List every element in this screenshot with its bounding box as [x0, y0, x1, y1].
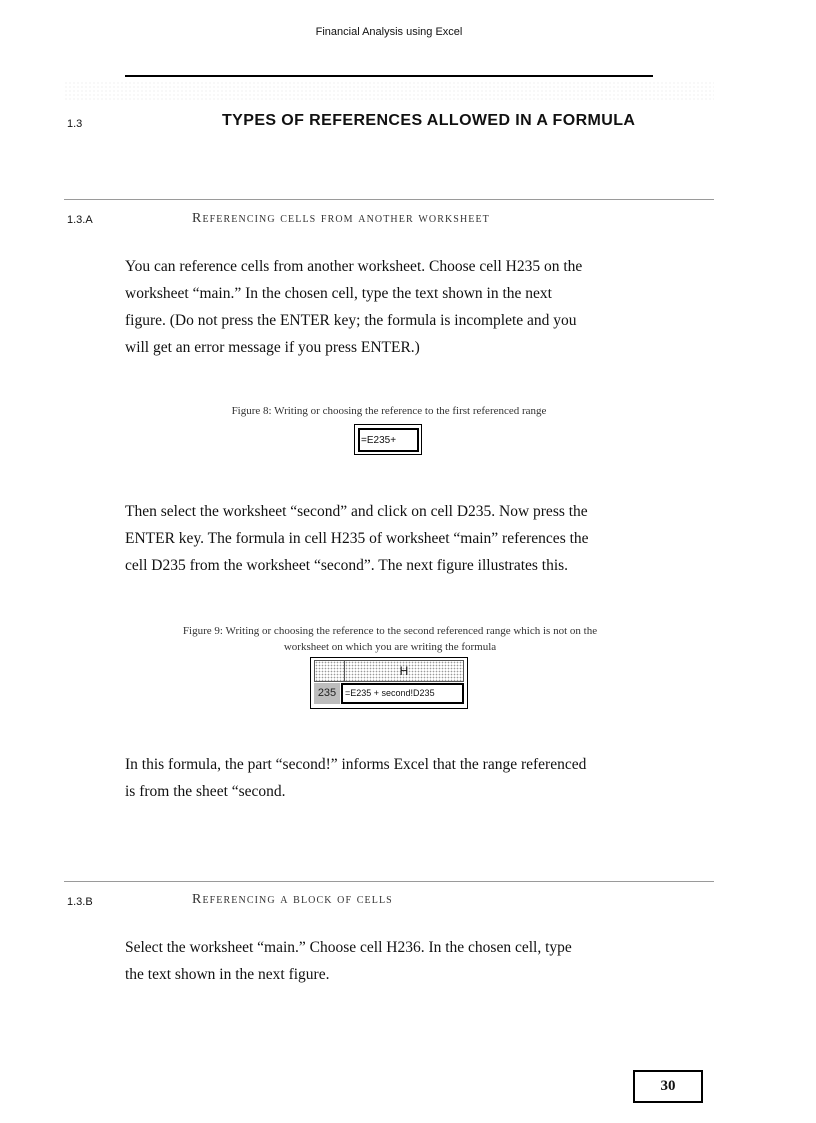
paragraph-line: Select the worksheet “main.” Choose cell H236. In the chosen cell, type	[125, 939, 572, 956]
running-header: Financial Analysis using Excel	[315, 26, 463, 38]
column-header: H	[344, 660, 464, 682]
paragraph-a3	[125, 751, 670, 805]
subsection-b-number: 1.3.B	[67, 896, 93, 908]
paragraph-line: figure. (Do not press the ENTER key; the formula is incomplete and you	[125, 312, 577, 329]
paragraph-line: cell D235 from the worksheet “second”. The next figure illustrates this.	[125, 557, 569, 574]
paragraph-line: the text shown in the next figure.	[125, 966, 330, 983]
header-dotted-band	[64, 81, 714, 101]
paragraph-line: is from the sheet “second.	[125, 783, 286, 800]
paragraph-line: You can reference cells from another worksheet. Choose cell H235 on the	[125, 258, 583, 275]
section-divider-b	[64, 881, 714, 882]
paragraph-line: ENTER key. The formula in cell H235 of worksheet “main” references the	[125, 530, 589, 547]
figure-9-cell-screenshot	[310, 657, 468, 709]
paragraph-line: worksheet “main.” In the chosen cell, type the text shown in the next	[125, 285, 552, 302]
paragraph-a1	[125, 253, 670, 361]
page-number: 30	[633, 1070, 703, 1103]
subsection-a-title: Referencing cells from another worksheet	[192, 211, 490, 226]
figure-8-cell-screenshot	[354, 424, 422, 455]
paragraph-line: Then select the worksheet “second” and click on cell D235. Now press the	[125, 503, 588, 520]
section-title: TYPES OF REFERENCES ALLOWED IN A FORMULA	[222, 112, 636, 129]
paragraph-line: will get an error message if you press ENTER.)	[125, 339, 420, 356]
figure-8-caption: Figure 8: Writing or choosing the reference to the first referenced range	[231, 405, 547, 417]
paragraph-line: In this formula, the part “second!” informs Excel that the range referenced	[125, 756, 587, 773]
figure-9-caption	[120, 623, 660, 655]
subsection-b-title: Referencing a block of cells	[192, 892, 393, 907]
paragraph-b1	[125, 934, 670, 988]
section-divider-a	[64, 199, 714, 200]
header-rule	[125, 75, 653, 77]
subsection-a-number: 1.3.A	[67, 214, 93, 226]
figure-9-cell-text: =E235 + second!D235	[341, 683, 464, 704]
section-number: 1.3	[67, 118, 83, 130]
figure-9-caption-line: worksheet on which you are writing the formula	[283, 641, 497, 653]
row-header: 235	[314, 683, 340, 704]
figure-9-caption-line: Figure 9: Writing or choosing the reference to the second referenced range which is not on the	[182, 625, 598, 637]
paragraph-a2	[125, 498, 670, 579]
figure-8-cell-text: =E235+	[358, 428, 419, 452]
select-all-corner	[314, 660, 345, 682]
